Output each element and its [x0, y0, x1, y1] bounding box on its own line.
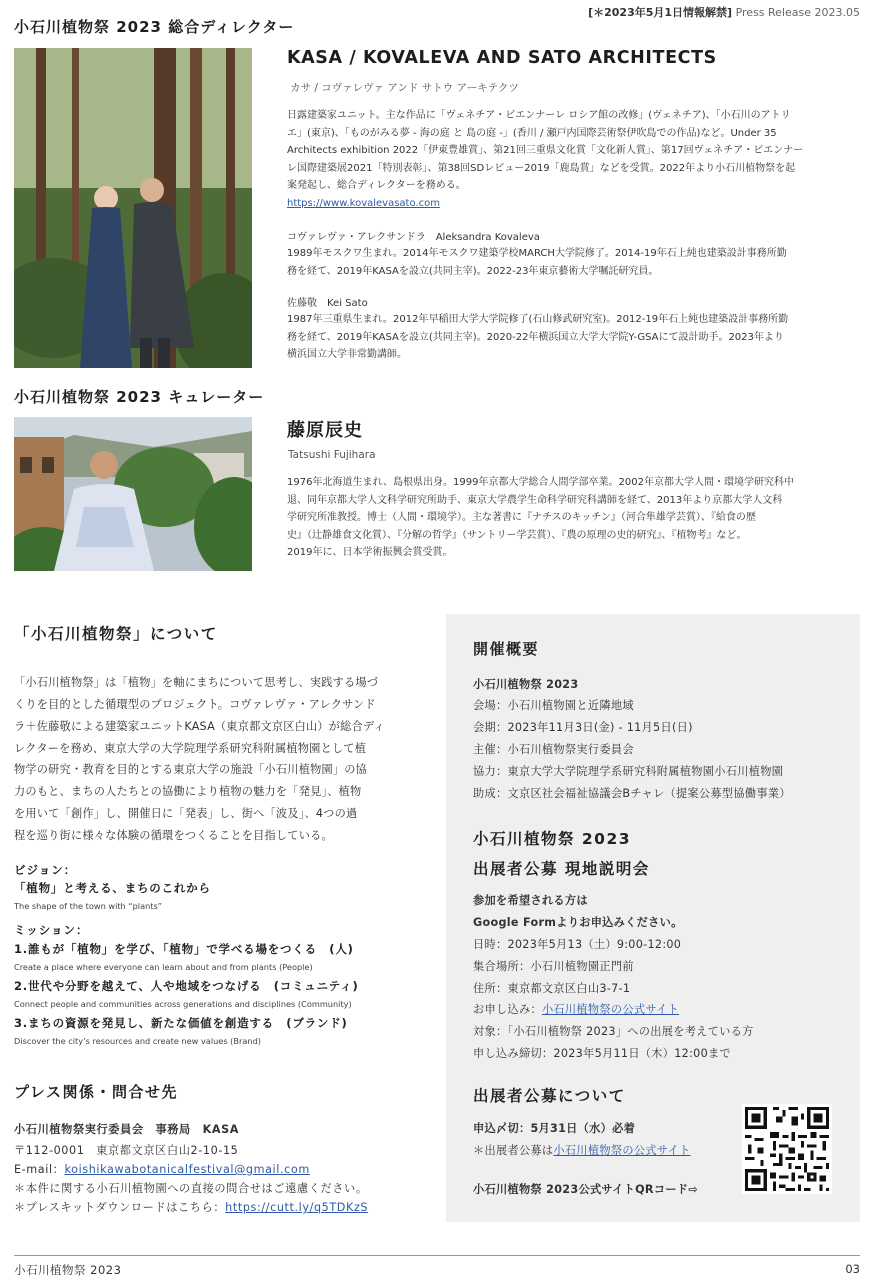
- press-email-label: E-mail：: [14, 1163, 65, 1176]
- bio-line: 日露建築家ユニット。主な作品に「ヴェネチア・ビエンナーレ ロシア館の改修」(ヴェネチア)、「小石川のアトリ: [287, 110, 791, 121]
- bio-line: 1976年北海道生まれ、島根県出身。1999年京都大学総合人間学部卒業。2002年京都大学人間・環境学研究科中: [287, 477, 794, 488]
- briefing-meeting-place: 集合場所：小石川植物園正門前: [473, 960, 634, 973]
- exhibitor-deadline: 申込〆切：5月31日（水）必着: [473, 1122, 636, 1135]
- press-release-label: Press Release 2023.05: [735, 6, 860, 19]
- about-title: 「小石川植物祭」について: [14, 625, 218, 643]
- qr-code[interactable]: [742, 1104, 832, 1194]
- overview-title: 開催概要: [473, 640, 540, 658]
- bio-line: 1989年モスクワ生まれ。2014年モスクワ建築学校MARCH大学院修了。2014-19年石上純也建築設計事務所勤: [287, 248, 787, 259]
- about-line: くりを目的とした循環型のプロジェクト。コヴァレヴァ・アレクサンド: [14, 697, 376, 711]
- bio-line: 学研究所准教授。博士（人間・環境学）。主な著書に『ナチスのキッチン』（河合隼雄学芸賞）、『給食の歴: [287, 512, 756, 523]
- briefing-title-2: 出展者公募 現地説明会: [473, 860, 650, 878]
- bio-line: 務を経て、2019年KASAを設立(共同主宰)。2020-22年横浜国立大学大学院Y-GSAにて設計助手。2023年より: [287, 331, 784, 343]
- curator-photo: [14, 417, 252, 571]
- briefing-official-site-link[interactable]: 小石川植物祭の公式サイト: [541, 1003, 680, 1016]
- about-line: レクターを務め、東京大学の大学院理学系研究科附属植物園として植: [14, 741, 367, 755]
- briefing-target: 対象：「小石川植物祭 2023」への出展を考えている方: [473, 1025, 754, 1038]
- press-kit-row: [14, 1199, 368, 1215]
- about-line: 程を巡り街に様々な体験の循環をつくることを目指している。: [14, 828, 333, 842]
- press-release-tag: [588, 4, 860, 20]
- curator-name-jp: 藤原辰史: [287, 420, 363, 441]
- press-date: [＊2023年5月1日情報解禁]: [588, 6, 733, 19]
- about-line: 「小石川植物祭」は「植物」を軸にまちについて思考し、実践する場づ: [14, 676, 379, 689]
- vision-label: ビジョン：: [14, 863, 77, 877]
- bio-line: 史』（辻静雄食文化賞）、『分解の哲学』（サントリー学芸賞）、『農の原理の史的研究』、『植物考』など。: [287, 529, 747, 541]
- mission-item-1: 1.誰もが「植物」を学び、「植物」で学べる場をつくる (人): [14, 942, 354, 956]
- briefing-apply-note-1: 参加を希望される方は: [473, 894, 588, 907]
- exhibitor-note-label: ＊出展者公募は: [473, 1144, 554, 1157]
- press-org: 小石川植物祭実行委員会 事務局 KASA: [14, 1123, 240, 1136]
- mission-label: ミッション：: [14, 923, 89, 937]
- press-kit-label: ＊プレスキットダウンロードはこちら：: [14, 1201, 226, 1214]
- director-photo: [14, 48, 252, 368]
- bio-line: 退、同年京都大学人文科学研究所助手、東京大学農学生命科学研究科講師を経て、2013年より京都大学人文科: [287, 494, 783, 506]
- about-body: [14, 672, 434, 847]
- briefing-date: 日時：2023年5月13（土）9:00-12:00: [473, 938, 682, 951]
- about-line: ラ＋佐藤敬による建築家ユニットKASA（東京都文京区白山）が総合ディ: [14, 719, 385, 733]
- director-name-en: KASA / KOVALEVA AND SATO ARCHITECTS: [287, 48, 717, 68]
- about-line: を用いて「創作」し、開催日に「発表」し、街へ「波及」、4つの過: [14, 807, 358, 821]
- bio-line: 横浜国立大学非常勤講師。: [287, 349, 407, 360]
- mission-item-1-en: Create a place where everyone can learn about and from plants (People): [14, 962, 313, 972]
- briefing-apply-label: お申し込み：: [473, 1003, 542, 1016]
- footer-title: 小石川植物祭 2023: [14, 1263, 122, 1277]
- curator-bio: [287, 474, 867, 562]
- vision-text-en: The shape of the town with “plants”: [14, 901, 162, 911]
- briefing-deadline: 申し込み締切：2023年5月11日（木）12:00まで: [473, 1047, 731, 1060]
- exhibitor-title: 出展者公募について: [473, 1087, 626, 1105]
- about-line: 物学の研究・教育を目的とする東京大学の施設「小石川植物園」の協: [14, 763, 368, 777]
- member2-name: 佐藤敬 Kei Sato: [287, 298, 368, 309]
- briefing-apply-note-2: Google Formよりお申込みください。: [473, 916, 683, 929]
- member1-name: コヴァレヴァ・アレクサンドラ Aleksandra Kovaleva: [287, 232, 540, 243]
- press-email-row: [14, 1161, 310, 1177]
- mission-item-3-en: Discover the city’s resources and create new values (Brand): [14, 1036, 261, 1046]
- bio-line: Architects exhibition 2022「伊東豊雄賞」、第21回三重県文化賞「文化新人賞」、第17回ヴェネチア・ビエンナー: [287, 145, 804, 156]
- overview-venue: 会場：小石川植物園と近隣地域: [473, 699, 634, 712]
- press-kit-link[interactable]: https://cutt.ly/q5TDKzS: [225, 1201, 369, 1214]
- director-name-kana: カサ / コヴァレヴァ アンド サトウ アーキテクツ: [290, 82, 519, 94]
- overview-support: 助成：文京区社会福祉協議会Bチャレ（提案公募型協働事業）: [473, 787, 791, 800]
- member1-bio: [287, 245, 867, 280]
- overview-period: 会期：2023年11月3日(金) - 11月5日(日): [473, 721, 693, 734]
- bio-line: レ国際建築展2021「特別表彰」、第38回SDレビュー2019「鹿島賞」などを受賞。2022年より小石川植物祭を起: [287, 162, 796, 174]
- page-number: 03: [845, 1262, 860, 1276]
- director-section-title: 小石川植物祭 2023 総合ディレクター: [14, 18, 295, 36]
- press-contact-title: プレス関係・問合せ先: [14, 1083, 178, 1101]
- press-address: 〒112-0001 東京都文京区白山2-10-15: [14, 1144, 239, 1157]
- overview-event-name: 小石川植物祭 2023: [473, 678, 579, 691]
- press-email-link[interactable]: koishikawabotanicalfestival@gmail.com: [64, 1163, 310, 1176]
- footer-divider: [14, 1255, 860, 1256]
- bio-line: 務を経て、2019年KASAを設立(共同主宰)。2022-23年東京藝術大学嘱託研究員。: [287, 265, 659, 277]
- director-website-link[interactable]: https://www.kovalevasato.com: [287, 197, 440, 209]
- bio-line: 1987年三重県生まれ。2012年早稲田大学大学院修了(石山修武研究室)。2012-19年石上純也建築設計事務所勤: [287, 314, 789, 325]
- qr-label: 小石川植物祭 2023公式サイトQRコード⇨: [473, 1183, 698, 1196]
- vision-text: 「植物」と考える、まちのこれから: [14, 881, 211, 895]
- overview-cooperation: 協力：東京大学大学院理学系研究科附属植物園小石川植物園: [473, 765, 784, 778]
- bio-line: 案発起し、総合ディレクターを務める。: [287, 180, 466, 191]
- member2-bio: [287, 311, 867, 364]
- bio-line: エ」(東京)、「ものがみる夢 - 海の庭 と 島の庭 -」(香川 / 瀬戸内国際芸術祭伊吹島での作品)など。Under 35: [287, 127, 777, 139]
- exhibitor-official-site-link[interactable]: 小石川植物祭の公式サイト: [553, 1144, 691, 1157]
- press-note: ＊本件に関する小石川植物園への直接の問合せはご遠慮ください。: [14, 1182, 368, 1195]
- mission-item-3: 3.まちの資源を発見し、新たな価値を創造する (ブランド): [14, 1016, 348, 1030]
- mission-item-2: 2.世代や分野を越えて、人や地域をつなげる (コミュニティ): [14, 979, 359, 993]
- curator-name-en: Tatsushi Fujihara: [288, 449, 376, 461]
- overview-organizer: 主催：小石川植物祭実行委員会: [473, 743, 634, 756]
- exhibitor-note-row: [473, 1142, 691, 1158]
- briefing-address: 住所：東京都文京区白山3-7-1: [473, 982, 631, 995]
- curator-section-title: 小石川植物祭 2023 キュレーター: [14, 388, 265, 406]
- briefing-title-1: 小石川植物祭 2023: [473, 830, 632, 848]
- director-bio: [287, 107, 867, 212]
- briefing-apply-row: [473, 1001, 679, 1017]
- bio-line: 2019年に、日本学術振興会賞受賞。: [287, 547, 453, 558]
- about-line: 力のもと、まちの人たちとの協働により植物の魅力を「発見」、植物: [14, 785, 362, 799]
- mission-item-2-en: Connect people and communities across generations and disciplines (Community): [14, 999, 352, 1009]
